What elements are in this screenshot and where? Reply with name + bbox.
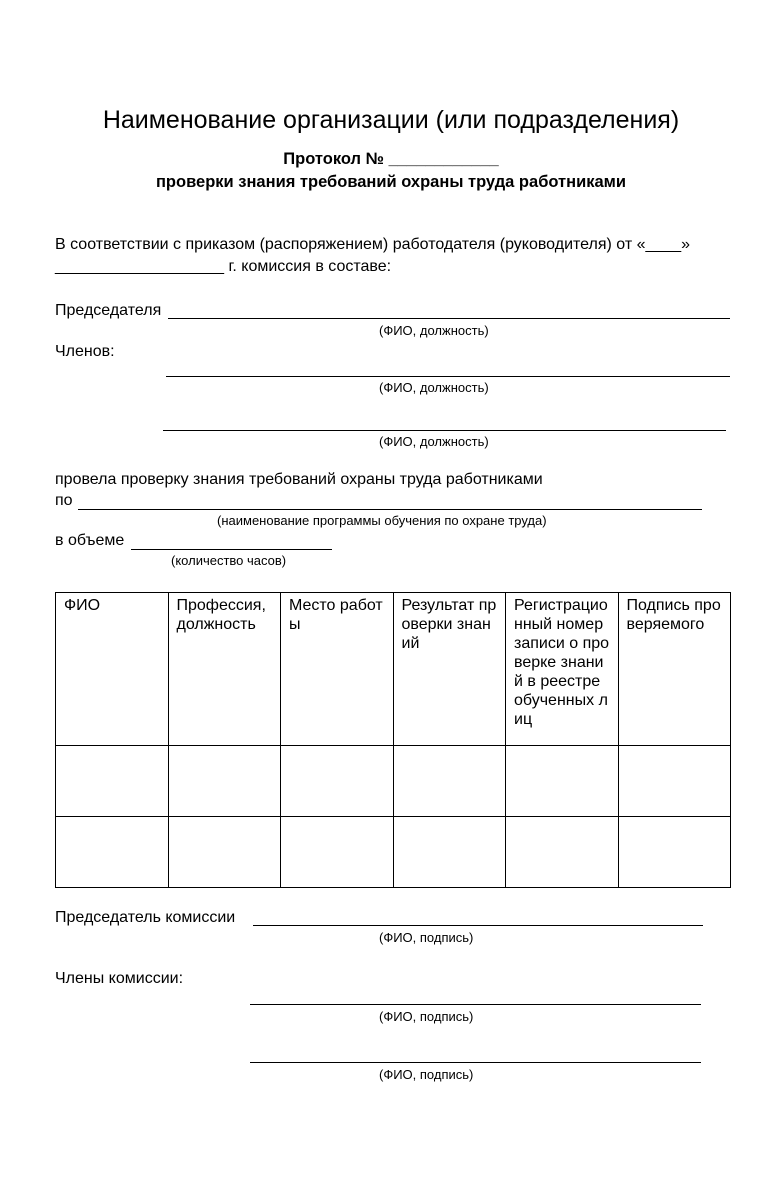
chairman-signature-caption: (ФИО, подпись) [379,930,474,945]
protocol-number: Протокол № ____________ [283,150,499,168]
chairman-label: Председателя [55,302,162,319]
table-cell[interactable] [618,817,731,888]
table-header-row [56,593,731,746]
table-cell[interactable] [393,746,506,817]
table-row [56,817,731,888]
member-1-fill-line[interactable] [166,376,730,377]
members-signature-label: Члены комиссии: [55,970,184,987]
program-caption: (наименование программы обучения по охране труда) [217,513,547,528]
header-workplace: Место работы [281,593,394,746]
table-cell[interactable] [56,817,169,888]
check-line: провела проверку знания требований охраны труда работниками [55,471,543,488]
table-cell[interactable] [506,817,619,888]
table-cell[interactable] [393,817,506,888]
member-2-signature-line[interactable] [250,1062,701,1063]
member-1-signature-caption: (ФИО, подпись) [379,1009,474,1024]
chairman-caption: (ФИО, должность) [379,323,489,338]
header-fio: ФИО [56,593,169,746]
hours-fill-line[interactable] [131,549,332,550]
member-2-signature-caption: (ФИО, подпись) [379,1067,474,1082]
volume-label: в объеме [55,532,125,549]
member-1-signature-line[interactable] [250,1004,701,1005]
member-2-fill-line[interactable] [163,430,726,431]
program-fill-line[interactable] [78,509,702,510]
chairman-signature-label: Председатель комиссии [55,909,236,926]
table-row [56,746,731,817]
table-cell[interactable] [56,746,169,817]
member-1-caption: (ФИО, должность) [379,380,489,395]
table-cell[interactable] [618,746,731,817]
chairman-signature-line[interactable] [253,925,703,926]
header-result: Результат проверки знаний [393,593,506,746]
table-cell[interactable] [281,817,394,888]
protocol-subject: проверки знания требований охраны труда работниками [155,173,627,191]
program-by-label: по [55,492,73,509]
table-cell[interactable] [168,817,281,888]
members-label: Членов: [55,343,115,360]
intro-line-1: В соответствии с приказом (распоряжением) работодателя (руководителя) от «____» [55,236,690,253]
intro-line-2: ___________________ г. комиссия в составе: [55,258,392,275]
table-cell[interactable] [168,746,281,817]
results-table [55,592,731,888]
organization-title: Наименование организации (или подразделения) [102,106,680,134]
chairman-fill-line[interactable] [168,318,730,319]
table-cell[interactable] [281,746,394,817]
header-registration-number: Регистрационный номер записи о проверке знаний в реестре обученных лиц [506,593,619,746]
hours-caption: (количество часов) [171,553,287,568]
header-signature: Подпись проверяемого [618,593,731,746]
header-profession: Профессия, должность [168,593,281,746]
member-2-caption: (ФИО, должность) [379,434,489,449]
table-cell[interactable] [506,746,619,817]
